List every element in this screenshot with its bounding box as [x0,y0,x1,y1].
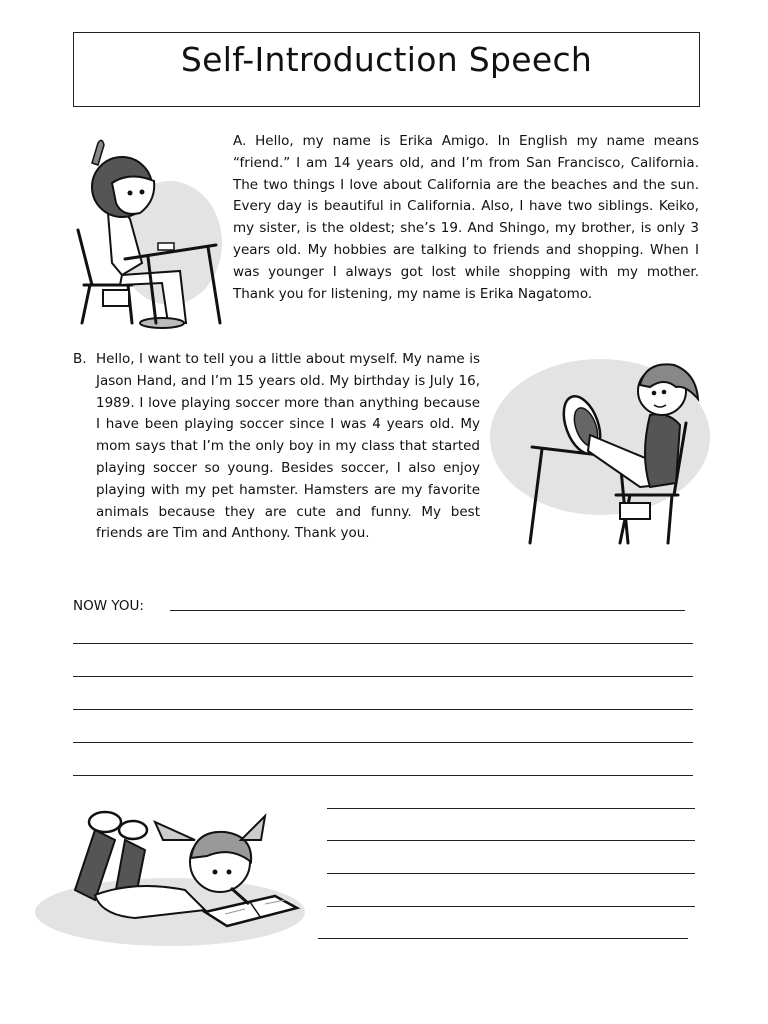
writing-line[interactable] [318,938,688,939]
writing-line[interactable] [170,610,685,611]
now-you-prompt: NOW YOU: [73,598,144,614]
writing-line[interactable] [73,742,693,743]
speech-a-text: Hello, my name is Erika Amigo. In English my name means “friend.” I am 14 years old, and I’m from San Francisco, California. The two things I love about California are the beaches and the sun. Every day is beautiful in California. Also, I have two siblings. Keiko, my sister, is the oldest; she’s 19. And Shingo, my brother, is only 3 years old. My hobbies are talking to friends and shopping. When I was younger I always got lost while shopping with my mother. Thank you for listening, my name is Erika Nagatomo. [233,133,699,302]
kid-writing-illustration [35,800,310,950]
writing-line[interactable] [73,775,693,776]
writing-line[interactable] [327,873,695,874]
writing-line[interactable] [327,906,695,907]
writing-line[interactable] [327,808,695,809]
writing-line[interactable] [73,676,693,677]
speech-b-text: Hello, I want to tell you a little about myself. My name is Jason Hand, and I’m 15 years old. My birthday is July 16, 1989. I love playing soccer more than anything because I have been playing soccer since I was 4 years old. My mom says that I’m the only boy in my class that started playing soccer so young. Besides soccer, I also enjoy playing with my pet hamster. Hamsters are my favorite animals because they are cute and funny. My best friends are Tim and Anthony. Thank you. [96,351,480,542]
girl-at-desk-illustration [70,135,225,330]
writing-line[interactable] [73,709,693,710]
speech-b-label: B. [73,351,87,367]
speech-a-label: A. [233,133,247,149]
writing-line[interactable] [73,643,693,644]
boy-at-desk-illustration [490,355,715,550]
page-title: Self-Introduction Speech [180,40,593,79]
speech-a-paragraph [233,131,699,305]
writing-line[interactable] [327,840,695,841]
title-box [73,32,700,107]
